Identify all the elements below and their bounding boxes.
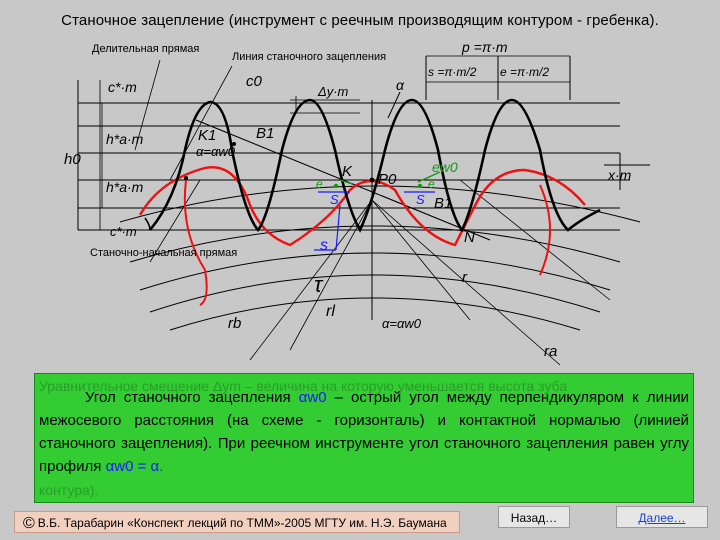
label-c0: c0 <box>246 73 262 90</box>
footer-credit <box>14 511 460 533</box>
label-rb: rb <box>228 315 242 332</box>
label-r: r <box>462 269 467 286</box>
label-c-bottom: c*·m <box>110 224 137 239</box>
dedendum-circle <box>150 275 600 312</box>
copyright-icon: © <box>23 515 35 532</box>
label-machine-line: Линия станочного зацепления <box>232 51 387 63</box>
info-text <box>35 386 693 478</box>
label-machine-initial-line: Станочно-начальная прямая <box>90 247 238 259</box>
label-K: K <box>342 163 353 180</box>
label-delta-y: Δy·m <box>318 84 349 99</box>
label-h0: h0 <box>64 151 81 168</box>
footer-text: В.Б. Тарабарин «Конспект лекций по ТММ»-2005 МГТУ им. Н.Э. Баумана <box>37 516 447 530</box>
label-pitch-line: Делительная прямая <box>92 43 200 55</box>
label-s-width: s =π·m/2 <box>428 65 477 79</box>
label-x-m: x·m <box>608 167 632 183</box>
gear-tooth-profile <box>140 167 585 245</box>
info-ghost-top: Уравнительное смещение Δym – величина на которую уменьшается высота зуба <box>39 378 568 394</box>
label-e-left: e <box>316 177 323 191</box>
label-alpha-eq-bottom: α=αw0 <box>382 316 422 331</box>
info-paragraph: Угол станочного зацепления αw0 – острый угол между перпендикуляром к линии межосевого расстояния (на схеме - горизонталь) и контактной нормалью (линией станочного зацепления). При реечном инструменте угол станочного зацепления равен углу профиля αw0 = α. <box>39 389 689 475</box>
radius-rb <box>250 200 372 360</box>
label-K1: K1 <box>198 127 217 144</box>
label-e-width: e =π·m/2 <box>500 65 550 79</box>
label-alpha-eq: α=αw0 <box>196 144 236 159</box>
info-ghost-bottom: контура). <box>39 482 99 498</box>
label-ha-bottom: h*a·m <box>106 179 144 195</box>
label-e-w0: ew0 <box>432 159 458 175</box>
label-B1-top: B1 <box>256 125 275 142</box>
label-N: N <box>464 229 475 246</box>
label-B1-bottom: B1 <box>434 195 453 212</box>
next-button[interactable]: Далее… <box>616 506 708 528</box>
rack-profile <box>150 100 600 230</box>
label-ha-top: h*a·m <box>106 131 144 147</box>
label-pitch: p =π·m <box>462 39 508 55</box>
label-tau: τ <box>314 272 323 297</box>
addendum-circle <box>120 186 640 222</box>
info-equation: αw0 = α. <box>105 458 164 475</box>
label-rl: rl <box>326 303 335 320</box>
label-s-left: S <box>330 192 339 207</box>
label-s-right: S <box>416 192 425 207</box>
label-e-right: e <box>428 177 435 191</box>
label-c-top: c*·m <box>108 79 137 95</box>
label-P0: P0 <box>378 171 397 188</box>
info-symbol: αw0 <box>298 389 327 406</box>
reference-lines <box>78 56 650 230</box>
page-title: Станочное зацепление (инструмент с реечным производящим контуром - гребенка). <box>61 12 659 29</box>
back-button[interactable]: Назад… <box>498 506 570 528</box>
label-alpha-top: α <box>396 77 404 93</box>
label-s-mid: s <box>320 237 328 254</box>
info-box <box>34 373 694 503</box>
label-ra: ra <box>544 343 558 360</box>
